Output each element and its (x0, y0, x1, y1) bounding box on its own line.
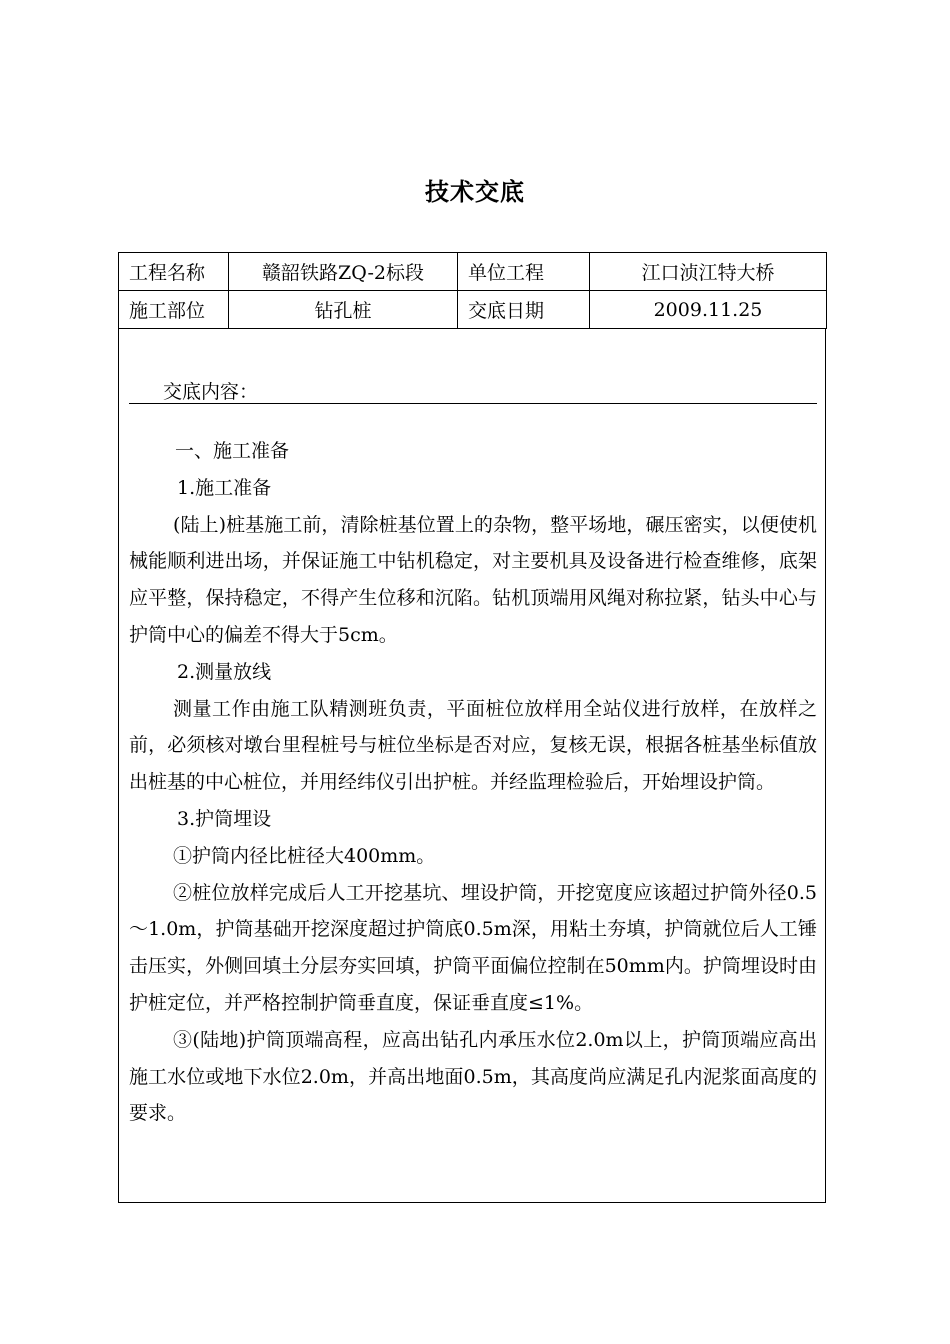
table-row (119, 253, 827, 291)
document-title: 技术交底 (425, 178, 525, 206)
list-item: ①护筒内径比桩径大400mm。 (173, 844, 436, 867)
content-body (129, 433, 817, 1132)
unit-project-label: 单位工程 (458, 253, 590, 291)
briefing-content-box (118, 329, 826, 1203)
subsection-title: 1.施工准备 (177, 476, 272, 499)
construction-part-value: 钻孔桩 (229, 291, 458, 329)
briefing-date-value: 2009.11.25 (590, 291, 827, 329)
construction-part-label: 施工部位 (119, 291, 229, 329)
briefing-date-label: 交底日期 (458, 291, 590, 329)
section-title: 一、施工准备 (175, 440, 290, 462)
subsection-title: 2.测量放线 (177, 660, 272, 683)
unit-project-value: 江口浈江特大桥 (590, 253, 827, 291)
project-info-table (118, 252, 827, 329)
project-name-value: 赣韶铁路ZQ-2标段 (229, 253, 458, 291)
paragraph: 测量工作由施工队精测班负责，平面桩位放样用全站仪进行放样，在放样之前，必须核对墩台里程桩号与桩位坐标是否对应，复核无误，根据各桩基坐标值放出桩基的中心桩位，并用经纬仪引出护桩。并经监理检验后，开始埋设护筒。 (129, 697, 817, 794)
subsection-title: 3.护筒埋设 (177, 807, 272, 830)
paragraph: (陆上)桩基施工前，清除桩基位置上的杂物，整平场地，碾压密实，以便使机械能顺利进出场，并保证施工中钻机稳定，对主要机具及设备进行检查维修，底架应平整，保持稳定，不得产生位移和沉陷。钻机顶端用风绳对称拉紧，钻头中心与护筒中心的偏差不得大于5cm。 (129, 513, 817, 646)
table-row (119, 291, 827, 329)
project-name-label: 工程名称 (119, 253, 229, 291)
content-divider (129, 403, 817, 404)
content-heading: 交底内容： (163, 381, 259, 403)
list-item: ③(陆地)护筒顶端高程，应高出钻孔内承压水位2.0m以上，护筒顶端应高出施工水位或地下水位2.0m，并高出地面0.5m，其高度尚应满足孔内泥浆面高度的要求。 (129, 1028, 817, 1125)
list-item: ②桩位放样完成后人工开挖基坑、埋设护筒，开挖宽度应该超过护筒外径0.5～1.0m，护筒基础开挖深度超过护筒底0.5m深，用粘土夯填，护筒就位后人工锤击压实，外侧回填土分层夯实回填，护筒平面偏位控制在50mm内。护筒埋设时由护桩定位，并严格控制护筒垂直度，保证垂直度≤1%。 (129, 881, 817, 1014)
